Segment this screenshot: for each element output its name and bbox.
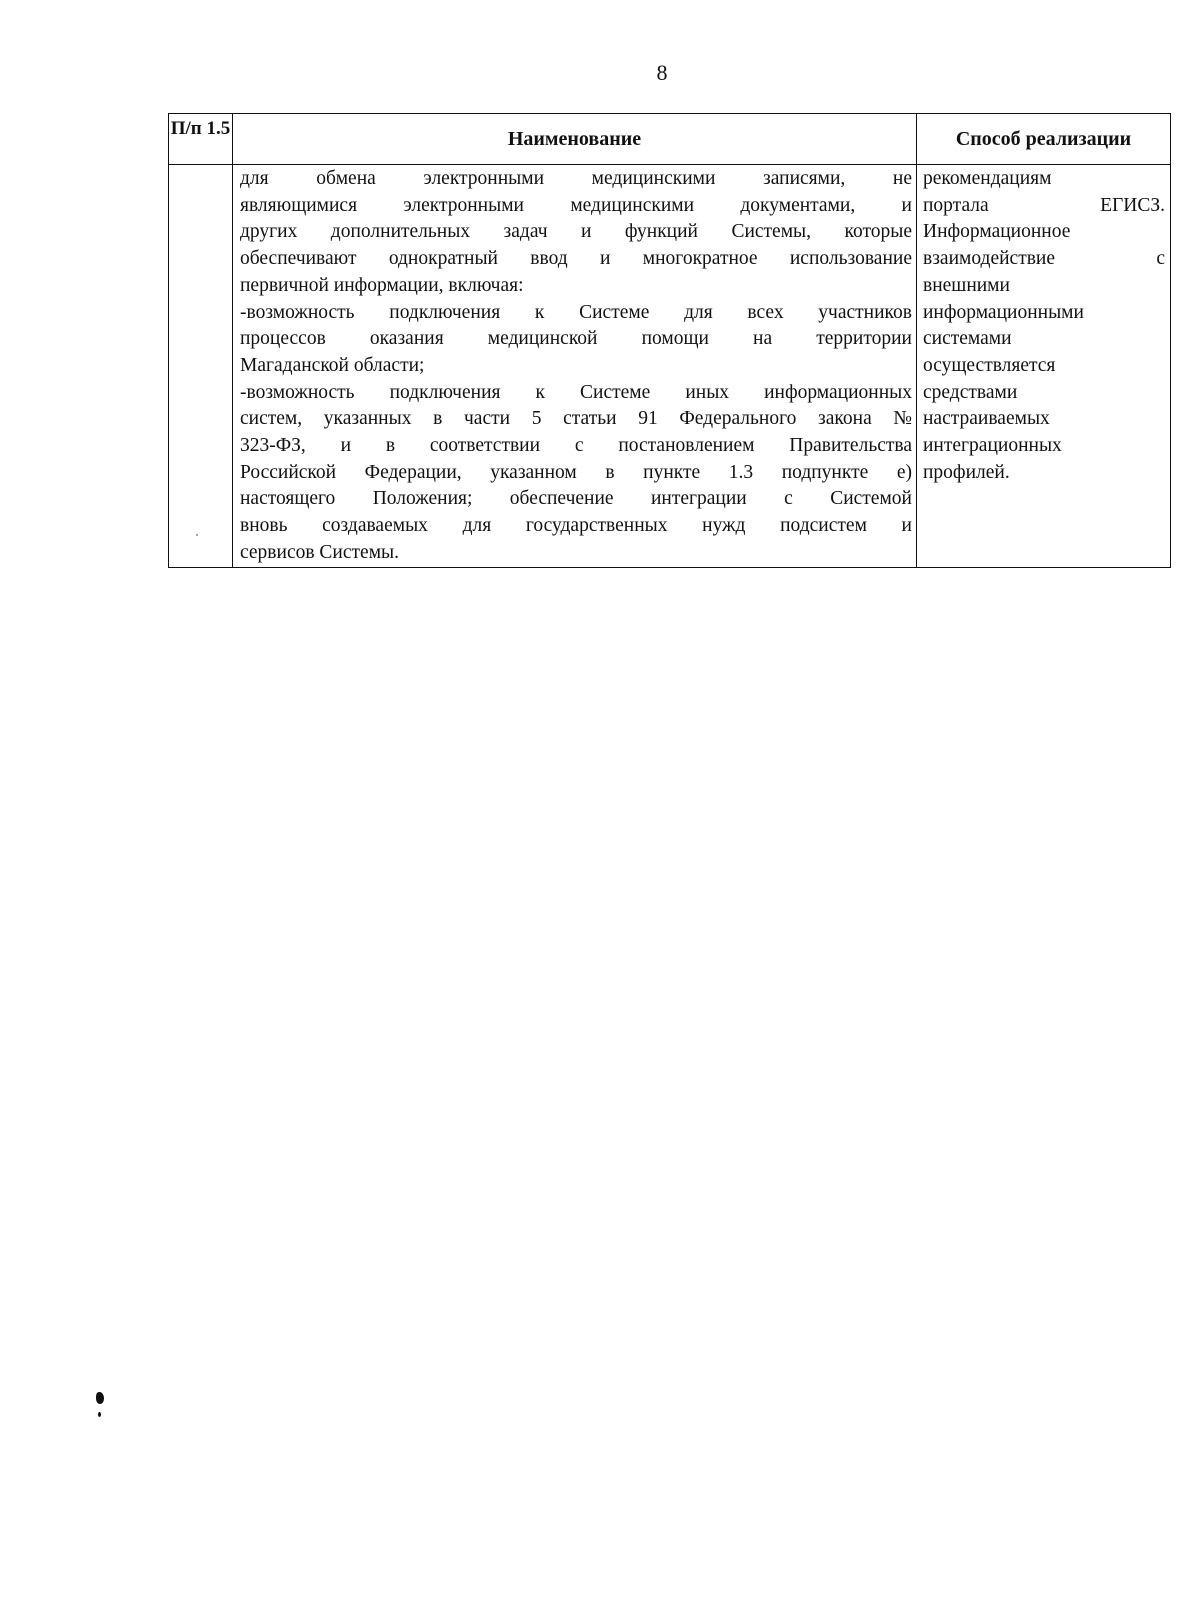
impl-line: портала ЕГИСЗ. bbox=[923, 194, 1165, 216]
name-line: Магаданской области; bbox=[240, 354, 425, 376]
name-line: систем, указанных в части 5 статьи 91 Федерального закона № bbox=[240, 408, 912, 430]
name-line: других дополнительных задач и функций Системы, которые bbox=[240, 221, 912, 243]
name-line: настоящего Положения; обеспечение интеграции с Системой bbox=[240, 488, 912, 510]
impl-line: внешними bbox=[923, 274, 1010, 296]
impl-line: профилей. bbox=[923, 461, 1010, 483]
name-line: -возможность подключения к Системе иных информационных bbox=[240, 381, 912, 403]
scan-speck bbox=[96, 1392, 104, 1404]
name-line: сервисов Системы. bbox=[240, 541, 400, 563]
impl-line: средствами bbox=[923, 381, 1018, 403]
header-implementation: Способ реализации bbox=[917, 114, 1171, 165]
scan-speck bbox=[196, 534, 198, 536]
name-line: 323-ФЗ, и в соответствии с постановлением Правительства bbox=[240, 435, 912, 457]
impl-line: интеграционных bbox=[923, 435, 1062, 457]
header-number bbox=[169, 114, 233, 165]
header-number-text: П/п 1.5 bbox=[170, 118, 231, 139]
impl-line: системами bbox=[923, 328, 1012, 350]
row-number-cell bbox=[169, 165, 233, 568]
header-name: Наименование bbox=[233, 114, 917, 165]
name-line: -возможность подключения к Системе для всех участников bbox=[240, 301, 912, 323]
impl-line: информационными bbox=[923, 301, 1084, 323]
scan-speck bbox=[98, 1412, 101, 1417]
impl-line: рекомендациям bbox=[923, 168, 1052, 189]
impl-line: осуществляется bbox=[923, 354, 1056, 376]
row-implementation-cell bbox=[917, 165, 1171, 568]
row-name-cell bbox=[233, 165, 917, 568]
name-line: Российской Федерации, указанном в пункте 1.3 подпункте е) bbox=[240, 461, 912, 483]
impl-line: настраиваемых bbox=[923, 408, 1050, 430]
table-header-row bbox=[169, 114, 1171, 165]
content-table bbox=[168, 113, 1171, 568]
table-row bbox=[169, 165, 1171, 568]
page-number: 8 bbox=[656, 60, 668, 85]
name-line: являющимися электронными медицинскими документами, и bbox=[240, 194, 912, 216]
name-line: первичной информации, включая: bbox=[240, 274, 524, 296]
name-line: обеспечивают однократный ввод и многократное использование bbox=[240, 248, 912, 270]
name-line: для обмена электронными медицинскими записями, не bbox=[240, 168, 912, 189]
name-line: процессов оказания медицинской помощи на территории bbox=[240, 328, 912, 350]
impl-line: Информационное bbox=[923, 221, 1071, 243]
impl-line: взаимодействие с bbox=[923, 248, 1165, 270]
name-line: вновь создаваемых для государственных нужд подсистем и bbox=[240, 515, 912, 537]
